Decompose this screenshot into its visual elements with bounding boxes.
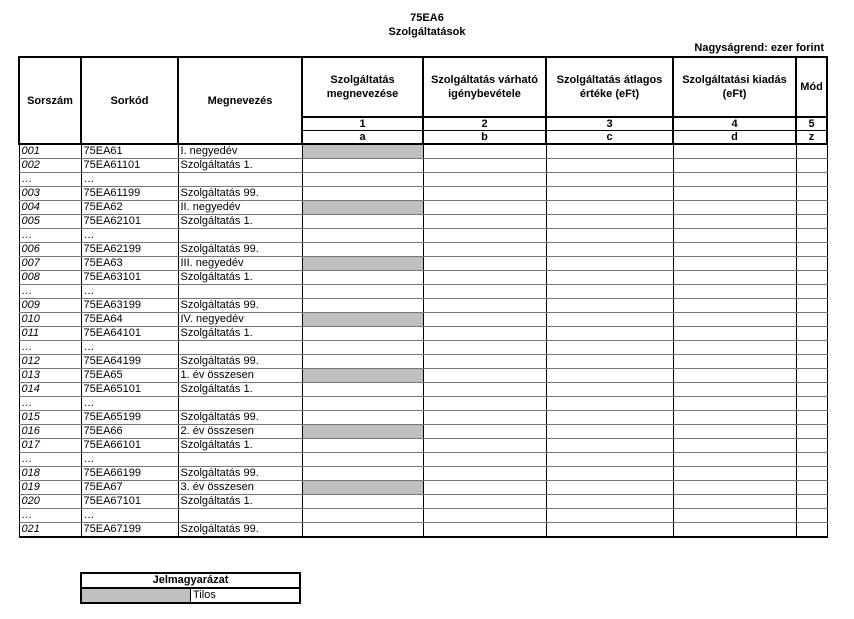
cell-col-3[interactable]	[546, 313, 673, 327]
cell-col-1[interactable]	[302, 271, 423, 285]
cell-col-1[interactable]	[302, 229, 423, 243]
cell-col-2[interactable]	[423, 495, 546, 509]
cell-col-4[interactable]	[673, 271, 796, 285]
table-row	[19, 397, 827, 411]
cell-col-5[interactable]	[796, 173, 827, 187]
column-letter: z	[796, 131, 827, 145]
row-name	[178, 341, 302, 355]
cell-col-2[interactable]	[423, 411, 546, 425]
row-code: …	[81, 229, 178, 243]
cell-col-3[interactable]	[546, 383, 673, 397]
cell-col-1[interactable]	[302, 397, 423, 411]
row-name	[178, 509, 302, 523]
header-sorkod: Sorkód	[81, 57, 178, 144]
cell-col-2[interactable]	[423, 285, 546, 299]
cell-col-3[interactable]	[546, 299, 673, 313]
cell-col-1[interactable]	[302, 523, 423, 538]
row-code: 75EA64	[81, 313, 178, 327]
row-code: 75EA63101	[81, 271, 178, 285]
legend-swatch	[81, 588, 191, 603]
cell-col-3[interactable]	[546, 355, 673, 369]
cell-col-2[interactable]	[423, 159, 546, 173]
row-code: 75EA64199	[81, 355, 178, 369]
cell-col-5[interactable]	[796, 313, 827, 327]
cell-col-1[interactable]	[302, 481, 423, 495]
cell-col-4[interactable]	[673, 369, 796, 383]
cell-col-1[interactable]	[302, 285, 423, 299]
cell-col-2[interactable]	[423, 327, 546, 341]
cell-col-3[interactable]	[546, 243, 673, 257]
cell-col-1[interactable]	[302, 467, 423, 481]
row-number: 021	[19, 523, 81, 538]
legend-title: Jelmagyarázat	[81, 573, 300, 588]
row-name: Szolgáltatás 99.	[178, 243, 302, 257]
cell-col-3[interactable]	[546, 397, 673, 411]
cell-col-5[interactable]	[796, 229, 827, 243]
row-code: 75EA62	[81, 201, 178, 215]
cell-col-5[interactable]	[796, 425, 827, 439]
row-name: Szolgáltatás 99.	[178, 355, 302, 369]
row-name: Szolgáltatás 1.	[178, 159, 302, 173]
cell-col-5[interactable]	[796, 159, 827, 173]
cell-col-2[interactable]	[423, 425, 546, 439]
column-number: 3	[546, 117, 673, 131]
cell-col-5[interactable]	[796, 369, 827, 383]
row-number: 004	[19, 201, 81, 215]
cell-col-5[interactable]	[796, 299, 827, 313]
column-letter: c	[546, 131, 673, 145]
legend	[80, 572, 301, 604]
cell-col-5[interactable]	[796, 509, 827, 523]
cell-col-2[interactable]	[423, 439, 546, 453]
cell-col-1[interactable]	[302, 355, 423, 369]
cell-col-2[interactable]	[423, 467, 546, 481]
cell-col-1[interactable]	[302, 201, 423, 215]
row-number: …	[19, 341, 81, 355]
row-name: Szolgáltatás 1.	[178, 439, 302, 453]
column-letter: b	[423, 131, 546, 145]
row-number: 011	[19, 327, 81, 341]
row-name	[178, 173, 302, 187]
cell-col-4[interactable]	[673, 299, 796, 313]
column-number: 2	[423, 117, 546, 131]
table-row	[19, 369, 827, 383]
table-row	[19, 285, 827, 299]
row-number: 016	[19, 425, 81, 439]
cell-col-2[interactable]	[423, 299, 546, 313]
column-letter: a	[302, 131, 423, 145]
cell-col-5[interactable]	[796, 495, 827, 509]
cell-col-4[interactable]	[673, 215, 796, 229]
row-name: 3. év összesen	[178, 481, 302, 495]
header-col-3: Szolgáltatás átlagos értéke (eFt)	[546, 57, 673, 117]
header-col-1: Szolgáltatás megnevezése	[302, 57, 423, 117]
cell-col-5[interactable]	[796, 327, 827, 341]
row-number: 013	[19, 369, 81, 383]
cell-col-2[interactable]	[423, 271, 546, 285]
row-code: 75EA61101	[81, 159, 178, 173]
cell-col-4[interactable]	[673, 201, 796, 215]
cell-col-3[interactable]	[546, 159, 673, 173]
cell-col-3[interactable]	[546, 425, 673, 439]
cell-col-2[interactable]	[423, 523, 546, 538]
cell-col-5[interactable]	[796, 523, 827, 538]
cell-col-3[interactable]	[546, 173, 673, 187]
row-number: 017	[19, 439, 81, 453]
cell-col-1[interactable]	[302, 299, 423, 313]
cell-col-1[interactable]	[302, 313, 423, 327]
cell-col-4[interactable]	[673, 257, 796, 271]
cell-col-4[interactable]	[673, 285, 796, 299]
cell-col-1[interactable]	[302, 495, 423, 509]
cell-col-2[interactable]	[423, 144, 546, 159]
cell-col-1[interactable]	[302, 439, 423, 453]
row-code: 75EA67199	[81, 523, 178, 538]
row-number: 007	[19, 257, 81, 271]
row-number: …	[19, 397, 81, 411]
row-code: 75EA65101	[81, 383, 178, 397]
row-number: 005	[19, 215, 81, 229]
cell-col-1[interactable]	[302, 509, 423, 523]
cell-col-2[interactable]	[423, 369, 546, 383]
row-code: 75EA66199	[81, 467, 178, 481]
row-number: 006	[19, 243, 81, 257]
row-code: …	[81, 453, 178, 467]
cell-col-2[interactable]	[423, 187, 546, 201]
cell-col-5[interactable]	[796, 481, 827, 495]
header-megnevezes: Megnevezés	[178, 57, 302, 144]
row-number: 018	[19, 467, 81, 481]
row-number: 002	[19, 159, 81, 173]
cell-col-2[interactable]	[423, 229, 546, 243]
row-code: …	[81, 173, 178, 187]
cell-col-4[interactable]	[673, 355, 796, 369]
cell-col-4[interactable]	[673, 467, 796, 481]
cell-col-5[interactable]	[796, 355, 827, 369]
column-letter: d	[673, 131, 796, 145]
row-name: Szolgáltatás 1.	[178, 383, 302, 397]
cell-col-1[interactable]	[302, 243, 423, 257]
cell-col-1[interactable]	[302, 144, 423, 159]
cell-col-2[interactable]	[423, 201, 546, 215]
cell-col-3[interactable]	[546, 467, 673, 481]
cell-col-1[interactable]	[302, 173, 423, 187]
cell-col-3[interactable]	[546, 523, 673, 538]
row-name: Szolgáltatás 1.	[178, 215, 302, 229]
column-number: 5	[796, 117, 827, 131]
row-name	[178, 453, 302, 467]
row-name: Szolgáltatás 1.	[178, 327, 302, 341]
row-number: …	[19, 285, 81, 299]
row-number: 001	[19, 144, 81, 159]
table-row	[19, 327, 827, 341]
row-code: 75EA66	[81, 425, 178, 439]
table-row	[19, 341, 827, 355]
cell-col-2[interactable]	[423, 173, 546, 187]
cell-col-5[interactable]	[796, 271, 827, 285]
cell-col-3[interactable]	[546, 439, 673, 453]
cell-col-3[interactable]	[546, 285, 673, 299]
cell-col-4[interactable]	[673, 229, 796, 243]
row-number: 003	[19, 187, 81, 201]
table-row	[19, 173, 827, 187]
cell-col-2[interactable]	[423, 243, 546, 257]
cell-col-3[interactable]	[546, 411, 673, 425]
cell-col-1[interactable]	[302, 215, 423, 229]
cell-col-4[interactable]	[673, 173, 796, 187]
cell-col-5[interactable]	[796, 215, 827, 229]
row-number: 014	[19, 383, 81, 397]
cell-col-4[interactable]	[673, 397, 796, 411]
cell-col-2[interactable]	[423, 453, 546, 467]
header-sorszam: Sorszám	[19, 57, 81, 144]
table-row	[19, 453, 827, 467]
report-title: Szolgáltatások	[388, 26, 466, 38]
header-col-2: Szolgáltatás várható igénybevétele	[423, 57, 546, 117]
cell-col-4[interactable]	[673, 144, 796, 159]
row-name: 2. év összesen	[178, 425, 302, 439]
cell-col-3[interactable]	[546, 271, 673, 285]
cell-col-5[interactable]	[796, 243, 827, 257]
row-name	[178, 285, 302, 299]
table-row	[19, 313, 827, 327]
cell-col-3[interactable]	[546, 481, 673, 495]
table-row	[19, 439, 827, 453]
row-name: 1. év összesen	[178, 369, 302, 383]
cell-col-2[interactable]	[423, 313, 546, 327]
table-row	[19, 201, 827, 215]
row-number: …	[19, 229, 81, 243]
row-number: 019	[19, 481, 81, 495]
cell-col-4[interactable]	[673, 383, 796, 397]
table-row	[19, 523, 827, 538]
table-row	[19, 243, 827, 257]
cell-col-4[interactable]	[673, 509, 796, 523]
cell-col-1[interactable]	[302, 327, 423, 341]
row-number: …	[19, 173, 81, 187]
table-row	[19, 271, 827, 285]
row-name: III. negyedév	[178, 257, 302, 271]
table-row	[19, 355, 827, 369]
cell-col-3[interactable]	[546, 215, 673, 229]
row-number: …	[19, 509, 81, 523]
cell-col-1[interactable]	[302, 257, 423, 271]
cell-col-1[interactable]	[302, 341, 423, 355]
row-code: …	[81, 341, 178, 355]
cell-col-5[interactable]	[796, 144, 827, 159]
table-row	[19, 495, 827, 509]
row-number: 015	[19, 411, 81, 425]
cell-col-1[interactable]	[302, 187, 423, 201]
cell-col-1[interactable]	[302, 369, 423, 383]
row-code: 75EA61199	[81, 187, 178, 201]
cell-col-5[interactable]	[796, 201, 827, 215]
cell-col-5[interactable]	[796, 453, 827, 467]
unit-label: Nagyságrend: ezer forint	[694, 42, 824, 54]
cell-col-3[interactable]	[546, 495, 673, 509]
cell-col-3[interactable]	[546, 509, 673, 523]
table-row	[19, 481, 827, 495]
row-code: …	[81, 509, 178, 523]
table-row	[19, 425, 827, 439]
cell-col-4[interactable]	[673, 439, 796, 453]
cell-col-5[interactable]	[796, 257, 827, 271]
report-code: 75EA6	[410, 12, 444, 24]
row-code: 75EA67	[81, 481, 178, 495]
row-name	[178, 397, 302, 411]
row-number: 012	[19, 355, 81, 369]
row-number: 010	[19, 313, 81, 327]
cell-col-1[interactable]	[302, 425, 423, 439]
header-col-4: Szolgáltatási kiadás (eFt)	[673, 57, 796, 117]
cell-col-4[interactable]	[673, 341, 796, 355]
cell-col-3[interactable]	[546, 257, 673, 271]
table-row	[19, 299, 827, 313]
column-number: 4	[673, 117, 796, 131]
cell-col-3[interactable]	[546, 187, 673, 201]
row-name: Szolgáltatás 99.	[178, 523, 302, 538]
cell-col-2[interactable]	[423, 341, 546, 355]
header-col-5: Mód	[796, 57, 827, 117]
row-code: 75EA62199	[81, 243, 178, 257]
legend-label: Tilos	[191, 588, 301, 603]
row-number: 009	[19, 299, 81, 313]
row-code: 75EA66101	[81, 439, 178, 453]
row-code: 75EA63199	[81, 299, 178, 313]
row-code: 75EA61	[81, 144, 178, 159]
cell-col-1[interactable]	[302, 411, 423, 425]
row-name: IV. negyedév	[178, 313, 302, 327]
row-name: Szolgáltatás 99.	[178, 299, 302, 313]
table-row	[19, 509, 827, 523]
cell-col-4[interactable]	[673, 495, 796, 509]
row-number: 020	[19, 495, 81, 509]
cell-col-5[interactable]	[796, 383, 827, 397]
row-code: 75EA65199	[81, 411, 178, 425]
cell-col-5[interactable]	[796, 187, 827, 201]
cell-col-5[interactable]	[796, 397, 827, 411]
cell-col-4[interactable]	[673, 327, 796, 341]
cell-col-3[interactable]	[546, 453, 673, 467]
row-name: Szolgáltatás 99.	[178, 411, 302, 425]
services-table	[18, 56, 828, 538]
row-number: …	[19, 453, 81, 467]
cell-col-2[interactable]	[423, 509, 546, 523]
cell-col-5[interactable]	[796, 341, 827, 355]
table-body	[19, 144, 827, 537]
cell-col-5[interactable]	[796, 467, 827, 481]
cell-col-4[interactable]	[673, 425, 796, 439]
cell-col-4[interactable]	[673, 187, 796, 201]
cell-col-1[interactable]	[302, 453, 423, 467]
cell-col-2[interactable]	[423, 257, 546, 271]
row-name	[178, 229, 302, 243]
cell-col-5[interactable]	[796, 411, 827, 425]
cell-col-4[interactable]	[673, 243, 796, 257]
table-row	[19, 159, 827, 173]
cell-col-3[interactable]	[546, 369, 673, 383]
row-number: 008	[19, 271, 81, 285]
row-code: …	[81, 397, 178, 411]
table-row	[19, 467, 827, 481]
cell-col-1[interactable]	[302, 383, 423, 397]
cell-col-4[interactable]	[673, 313, 796, 327]
row-name: Szolgáltatás 99.	[178, 187, 302, 201]
table-row	[19, 144, 827, 159]
cell-col-4[interactable]	[673, 159, 796, 173]
table-row	[19, 257, 827, 271]
row-code: 75EA67101	[81, 495, 178, 509]
row-code: 75EA63	[81, 257, 178, 271]
cell-col-1[interactable]	[302, 159, 423, 173]
table-row	[19, 411, 827, 425]
cell-col-4[interactable]	[673, 523, 796, 538]
row-code: …	[81, 285, 178, 299]
cell-col-4[interactable]	[673, 453, 796, 467]
cell-col-2[interactable]	[423, 215, 546, 229]
cell-col-4[interactable]	[673, 481, 796, 495]
cell-col-3[interactable]	[546, 144, 673, 159]
cell-col-5[interactable]	[796, 285, 827, 299]
table-row	[19, 215, 827, 229]
cell-col-2[interactable]	[423, 481, 546, 495]
row-code: 75EA65	[81, 369, 178, 383]
table-row	[19, 187, 827, 201]
row-code: 75EA62101	[81, 215, 178, 229]
cell-col-4[interactable]	[673, 411, 796, 425]
cell-col-2[interactable]	[423, 383, 546, 397]
cell-col-3[interactable]	[546, 327, 673, 341]
column-number: 1	[302, 117, 423, 131]
cell-col-3[interactable]	[546, 201, 673, 215]
row-name: Szolgáltatás 1.	[178, 495, 302, 509]
table-row	[19, 383, 827, 397]
row-name: Szolgáltatás 1.	[178, 271, 302, 285]
cell-col-2[interactable]	[423, 355, 546, 369]
row-code: 75EA64101	[81, 327, 178, 341]
row-name: II. negyedév	[178, 201, 302, 215]
cell-col-2[interactable]	[423, 397, 546, 411]
cell-col-3[interactable]	[546, 229, 673, 243]
cell-col-5[interactable]	[796, 439, 827, 453]
row-name: Szolgáltatás 99.	[178, 467, 302, 481]
table-row	[19, 229, 827, 243]
row-name: I. negyedév	[178, 144, 302, 159]
cell-col-3[interactable]	[546, 341, 673, 355]
